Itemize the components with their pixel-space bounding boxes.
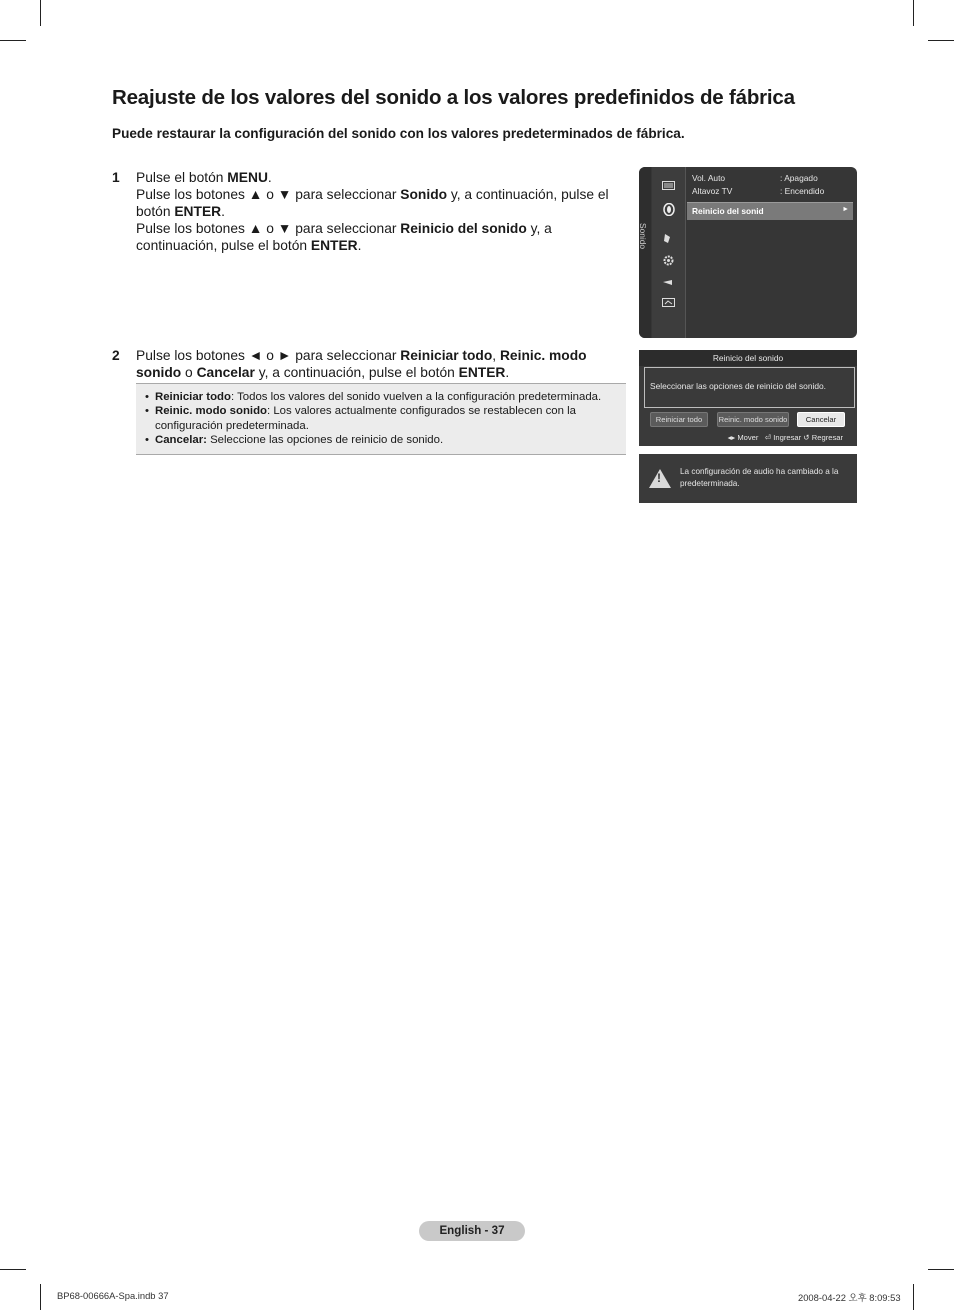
channel-icon[interactable] [662,233,675,244]
enter-icon: ⏎ [764,433,772,442]
page-title: Reajuste de los valores del sonido a los valores predefinidos de fábrica [112,86,795,109]
menu-icon-column [652,167,686,338]
cancel-button[interactable]: Cancelar [797,412,845,427]
arrow-right-icon: ► [842,206,849,213]
crop-mark [913,0,914,26]
reset-all-button[interactable]: Reiniciar todo [650,412,708,427]
step-line: continuación, pulse el botón ENTER. [136,238,362,253]
move-arrows-icon: ◂▸ [727,433,736,442]
osd-sound-menu [639,167,857,338]
step-line: Pulse los botones ◄ o ► para seleccionar Reiniciar todo, Reinic. modo [136,348,587,363]
step-2 [112,347,587,381]
application-icon[interactable] [662,297,675,308]
dialog-message-box [644,367,855,408]
crop-mark [40,1284,41,1310]
osd-notice [639,454,857,503]
step-line: sonido o Cancelar y, a continuación, pulse el botón ENTER. [136,365,510,380]
step-number: 2 [112,348,120,363]
footer-date: 2008-04-22 오후 8:09:53 [798,1292,901,1303]
crop-mark [928,40,954,41]
step-line: Pulse los botones ▲ o ▼ para seleccionar Reinicio del sonido y, a [136,221,552,236]
menu-row-value: : Encendido [780,186,825,196]
page-subtitle: Puede restaurar la configuración del sonido con los valores predeterminados de fábrica. [112,126,685,141]
step-1 [112,169,609,254]
crop-mark [40,0,41,26]
input-icon[interactable] [662,277,675,288]
picture-icon[interactable] [662,180,675,191]
crop-mark [0,40,26,41]
note-item: • Cancelar: Seleccione las opciones de reinicio de sonido. [145,433,626,447]
notes-box [136,383,626,455]
warning-icon-mark: ! [657,471,661,485]
step-number: 1 [112,170,120,185]
menu-side-label: Sonido [638,223,648,250]
crop-mark [913,1284,914,1310]
crop-mark [0,1269,26,1270]
reset-sound-mode-button[interactable]: Reinic. modo sonido [717,412,789,427]
step-line: Pulse los botones ▲ o ▼ para seleccionar Sonido y, a continuación, pulse el [136,187,609,202]
setup-icon[interactable] [662,255,675,266]
footer-file: BP68-00666A-Spa.indb 37 [57,1290,169,1301]
return-icon: ↺ [803,433,810,442]
crop-mark [928,1269,954,1270]
step-line: Pulse el botón MENU. [136,170,272,185]
menu-row-label[interactable]: Vol. Auto [692,173,726,183]
menu-side-strip [639,167,651,338]
note-item: • Reiniciar todo: Todos los valores del sonido vuelven a la configuración predeterminada. [145,390,626,404]
dialog-title: Reinicio del sonido [639,350,857,366]
menu-selected-label: Reinicio del sonid [692,206,764,216]
dialog-legend: ◂▸ Mover ⏎ Ingresar ↺ Regresar [727,433,843,442]
menu-row-value: : Apagado [780,173,818,183]
note-item: • Reinic. modo sonido: Los valores actualmente configurados se restablecen con la configuración predeterminada. [145,404,626,433]
dialog-message: Seleccionar las opciones de reinicio del sonido. [650,381,826,391]
osd-reset-dialog [639,350,857,446]
menu-selected-item[interactable] [687,202,853,220]
page-number: English - 37 [419,1221,525,1241]
notice-text: La configuración de audio ha cambiado a la predeterminada. [680,467,839,488]
step-line: botón ENTER. [136,204,225,219]
sound-icon[interactable] [662,203,675,214]
menu-row-label[interactable]: Altavoz TV [692,186,733,196]
